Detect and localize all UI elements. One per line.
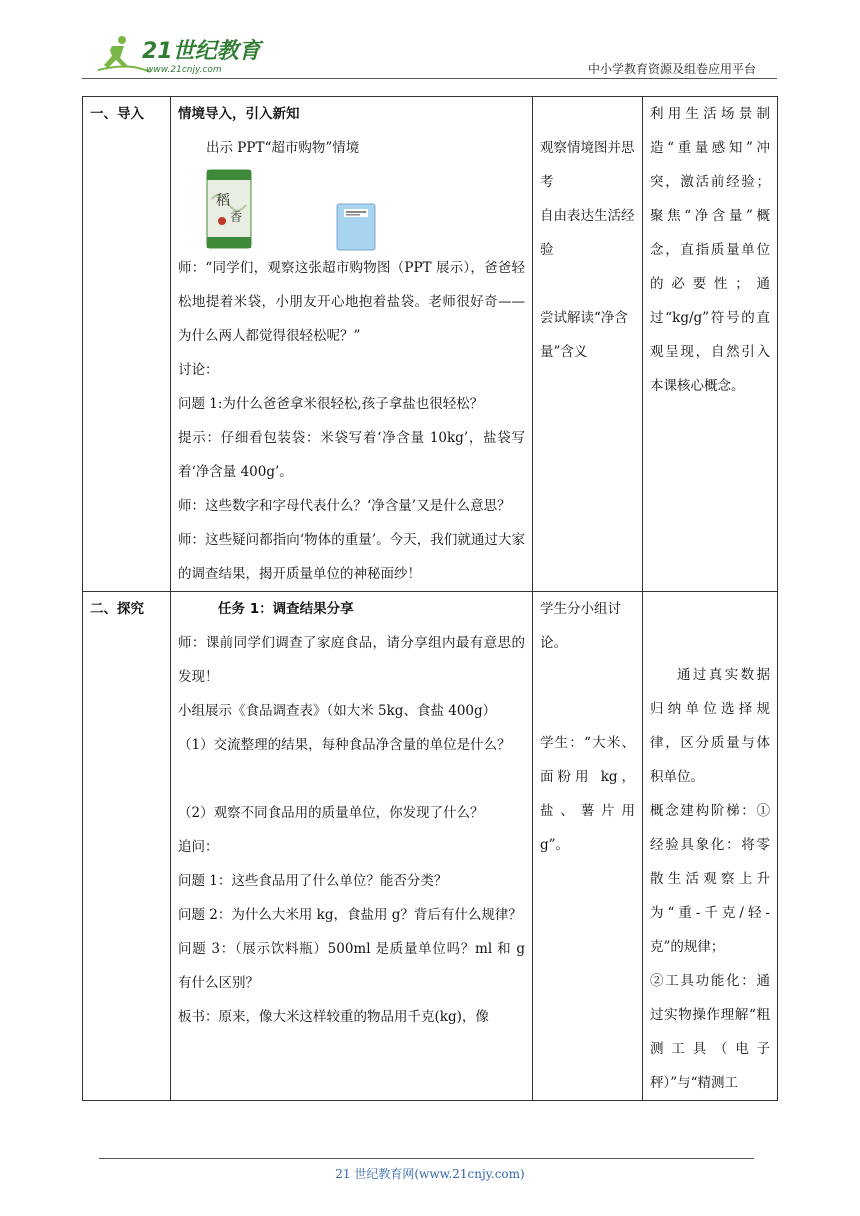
design-intent-2: 概念建构阶梯：①经验具象化：将零散生活观察上升为“重-千克/轻-克”的规律； — [650, 803, 770, 955]
footer-source[interactable]: 21 世纪教育网(www.21cnjy.com) — [335, 1167, 525, 1181]
table-row — [83, 592, 778, 1101]
follow-up-question-3: 问题 3：（展示饮料瓶）500ml 是质量单位吗？ml 和 g 有什么区别？ — [178, 941, 525, 991]
question-1: 问题 1:为什么爸爸拿米很轻松,孩子拿盐也很轻松？ — [178, 396, 484, 412]
board-writing: 板书：原来，像大米这样较重的物品用千克(kg)，像 — [178, 1009, 489, 1025]
discussion-label: 讨论： — [178, 362, 219, 378]
section-title: 情境导入，引入新知 — [178, 106, 300, 122]
platform-name: 中小学教育资源及组卷应用平台 — [587, 62, 756, 76]
group-display: 小组展示《食品调查表》（如大米 5kg、食盐 400g） — [178, 703, 497, 719]
svg-text:www.21cnjy.com: www.21cnjy.com — [146, 65, 222, 75]
site-logo — [90, 34, 265, 78]
stage-label: 二、探究 — [83, 592, 171, 1101]
svg-text:香: 香 — [230, 210, 243, 224]
student-activity-2: 自由表达生活经验 — [540, 208, 635, 258]
rice-bag-image — [206, 169, 252, 249]
footer-rule — [99, 1158, 754, 1159]
teacher-intro: 师：“同学们，观察这张超市购物图（PPT 展示），爸爸轻松地提着米袋，小朋友开心地抱着盐袋。老师很好奇——为什么两人都觉得很轻松呢？” — [178, 260, 525, 344]
student-activity-1: 观察情境图并思考 — [540, 140, 635, 190]
design-intent: 利用生活场景制造“重量感知”冲突，激活前经验；聚焦“净含量”概念，直指质量单位的必要性；通过“kg/g”符号的直观呈现，自然引入本课核心概念。 — [643, 97, 778, 592]
product-images — [178, 165, 525, 251]
teacher-question: 师：这些数字和字母代表什么？‘净含量’又是什么意思？ — [178, 498, 511, 514]
table-row — [83, 97, 778, 592]
follow-up-question-2: 问题 2：为什么大米用 kg，食盐用 g？背后有什么规律？ — [178, 907, 522, 923]
step-2: （2）观察不同食品用的质量单位，你发现了什么？ — [178, 805, 484, 821]
teacher-prompt: 师：课前同学们调查了家庭食品，请分享组内最有意思的发现！ — [178, 635, 525, 685]
svg-text:稻: 稻 — [216, 193, 230, 209]
follow-up-label: 追问： — [178, 839, 219, 855]
svg-text:21世纪教育: 21世纪教育 — [142, 39, 261, 64]
design-intent — [643, 592, 778, 1101]
task-title: 任务 1：调查结果分享 — [218, 601, 354, 617]
stage-label: 一、导入 — [83, 97, 171, 592]
page-header — [0, 0, 860, 80]
ppt-note: 出示 PPT“超市购物”情境 — [206, 140, 360, 156]
lesson-table — [82, 96, 778, 1101]
student-activity-3: 尝试解读“净含量”含义 — [540, 310, 628, 360]
teacher-activity — [171, 592, 533, 1101]
header-rule — [82, 78, 777, 79]
teacher-activity — [171, 97, 533, 592]
design-intent-3: ②工具功能化：通过实物操作理解“粗测工具（电子秤）”与“精测工 — [650, 973, 770, 1091]
follow-up-question-1: 问题 1：这些食品用了什么单位？能否分类？ — [178, 873, 448, 889]
student-activity-2: 学生：“大米、面粉用 kg，盐、薯片用 g”。 — [540, 735, 635, 853]
salt-bag-image — [336, 203, 376, 251]
hint: 提示：仔细看包装袋：米袋写着‘净含量 10kg’，盐袋写着‘净含量 400g’。 — [178, 430, 525, 480]
student-activity-1: 学生分小组讨论。 — [540, 601, 621, 651]
step-1: （1）交流整理的结果，每种食品净含量的单位是什么？ — [178, 737, 511, 753]
teacher-transition: 师：这些疑问都指向‘物体的重量’。今天，我们就通过大家的调查结果，揭开质量单位的神秘面纱！ — [178, 532, 525, 582]
student-activity — [533, 592, 643, 1101]
student-activity — [533, 97, 643, 592]
design-intent-1: 通过真实数据归纳单位选择规律，区分质量与体积单位。 — [650, 667, 770, 785]
